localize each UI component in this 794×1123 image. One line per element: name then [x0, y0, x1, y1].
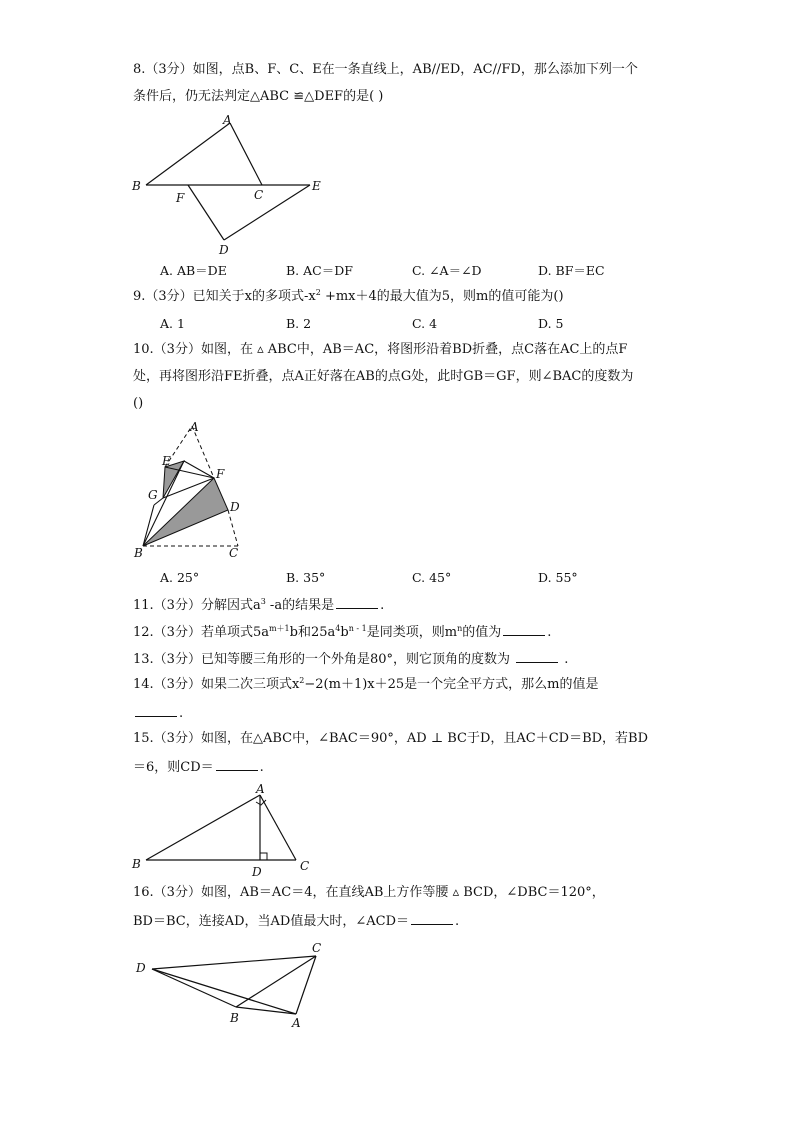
q16-label-c: C — [312, 941, 322, 955]
q8-line1: 8.（3分）如图，点B、F、C、E在一条直线上，AB//ED，AC//FD，那么添加下列一个 — [133, 62, 638, 77]
q9-option-b: B. 2 — [286, 316, 312, 331]
q16-line2: BD＝BC，连接AD，当AD值最大时，∠ACD＝ . — [133, 914, 460, 929]
q9-option-a: A. 1 — [160, 316, 185, 331]
q10-label-g: G — [148, 488, 158, 502]
q10-option-b: B. 35° — [286, 570, 326, 585]
q10-line2: 处，再将图形沿FE折叠，点A正好落在AB的点G处，此时GB＝GF，则∠BAC的度数为 — [133, 369, 634, 384]
q15-line2: ＝6，则CD＝ . — [133, 760, 264, 775]
q8-label-b: B — [132, 179, 141, 193]
q15-figure — [130, 782, 320, 882]
q10-label-d: D — [230, 500, 240, 514]
q10-figure — [130, 418, 260, 568]
q11-stem: 11.（3分）分解因式$a^3$ -a的结果是 . — [133, 597, 385, 613]
q12-stem: 12.（3分）若单项式$5a^{m+1}b$和$25a^4b^{n - 1}$是同类项，则$m^n$的值为 . — [133, 624, 552, 640]
q8-label-f: F — [176, 191, 185, 205]
q8-label-c: C — [254, 188, 264, 202]
q16-label-d: D — [136, 961, 146, 975]
q16-figure — [130, 938, 330, 1033]
q10-line3: () — [133, 396, 144, 411]
q15-label-a: A — [256, 782, 265, 796]
q13-answer-blank[interactable] — [516, 650, 558, 663]
q13-stem: 13.（3分）已知等腰三角形的一个外角是80°，则它顶角的度数为 . — [133, 652, 569, 667]
q16-answer-blank[interactable] — [411, 912, 453, 925]
q8-label-e: E — [312, 179, 321, 193]
q16-label-a: A — [292, 1016, 301, 1030]
q8-figure — [130, 112, 330, 262]
q8-option-b: B. AC＝DF — [286, 263, 353, 278]
q14-answer-line: . — [133, 704, 183, 722]
q9-option-c: C. 4 — [412, 316, 438, 331]
q9-stem: 9.（3分）已知关于x的多项式$-x^2 +mx+4$的最大值为5，则m的值可能为() — [133, 288, 564, 304]
q14-stem: 14.（3分）如果二次三项式$x^2-2(m+1)x+25$是一个完全平方式，那么m的值是 — [133, 676, 599, 692]
q15-label-c: C — [300, 859, 310, 873]
q9-option-d: D. 5 — [538, 316, 564, 331]
q10-label-f: F — [216, 467, 225, 481]
q10-line1: 10.（3分）如图，在 ▵ ABC中，AB＝AC，将图形沿着BD折叠，点C落在AC上的点F — [133, 342, 628, 357]
q10-option-a: A. 25° — [160, 570, 200, 585]
q15-answer-blank[interactable] — [216, 758, 258, 771]
q8-label-d: D — [219, 243, 229, 257]
q8-option-d: D. BF＝EC — [538, 263, 605, 278]
q10-label-c: C — [229, 546, 239, 560]
q10-label-b: B — [134, 546, 143, 560]
q10-label-e: E — [162, 454, 171, 468]
q16-label-b: B — [230, 1011, 239, 1025]
q10-option-d: D. 55° — [538, 570, 578, 585]
q8-label-a: A — [223, 113, 232, 127]
q15-label-b: B — [132, 857, 141, 871]
q11-answer-blank[interactable] — [336, 596, 378, 609]
q8-line2: 条件后，仍无法判定△ABC ≌△DEF的是( ) — [133, 89, 384, 104]
q14-answer-blank[interactable] — [135, 704, 177, 717]
q12-answer-blank[interactable] — [503, 623, 545, 636]
q8-option-c: C. ∠A＝∠D — [412, 263, 482, 278]
q15-label-d: D — [252, 865, 262, 879]
q8-option-a: A. AB＝DE — [160, 263, 227, 278]
q15-line1: 15.（3分）如图，在△ABC中，∠BAC＝90°，AD ⊥ BC于D，且AC＋CD＝BD，若BD — [133, 731, 649, 746]
q16-line1: 16.（3分）如图，AB＝AC＝4，在直线AB上方作等腰 ▵ BCD，∠DBC＝120°， — [133, 885, 605, 900]
q10-label-a: A — [190, 420, 199, 434]
q10-option-c: C. 45° — [412, 570, 452, 585]
